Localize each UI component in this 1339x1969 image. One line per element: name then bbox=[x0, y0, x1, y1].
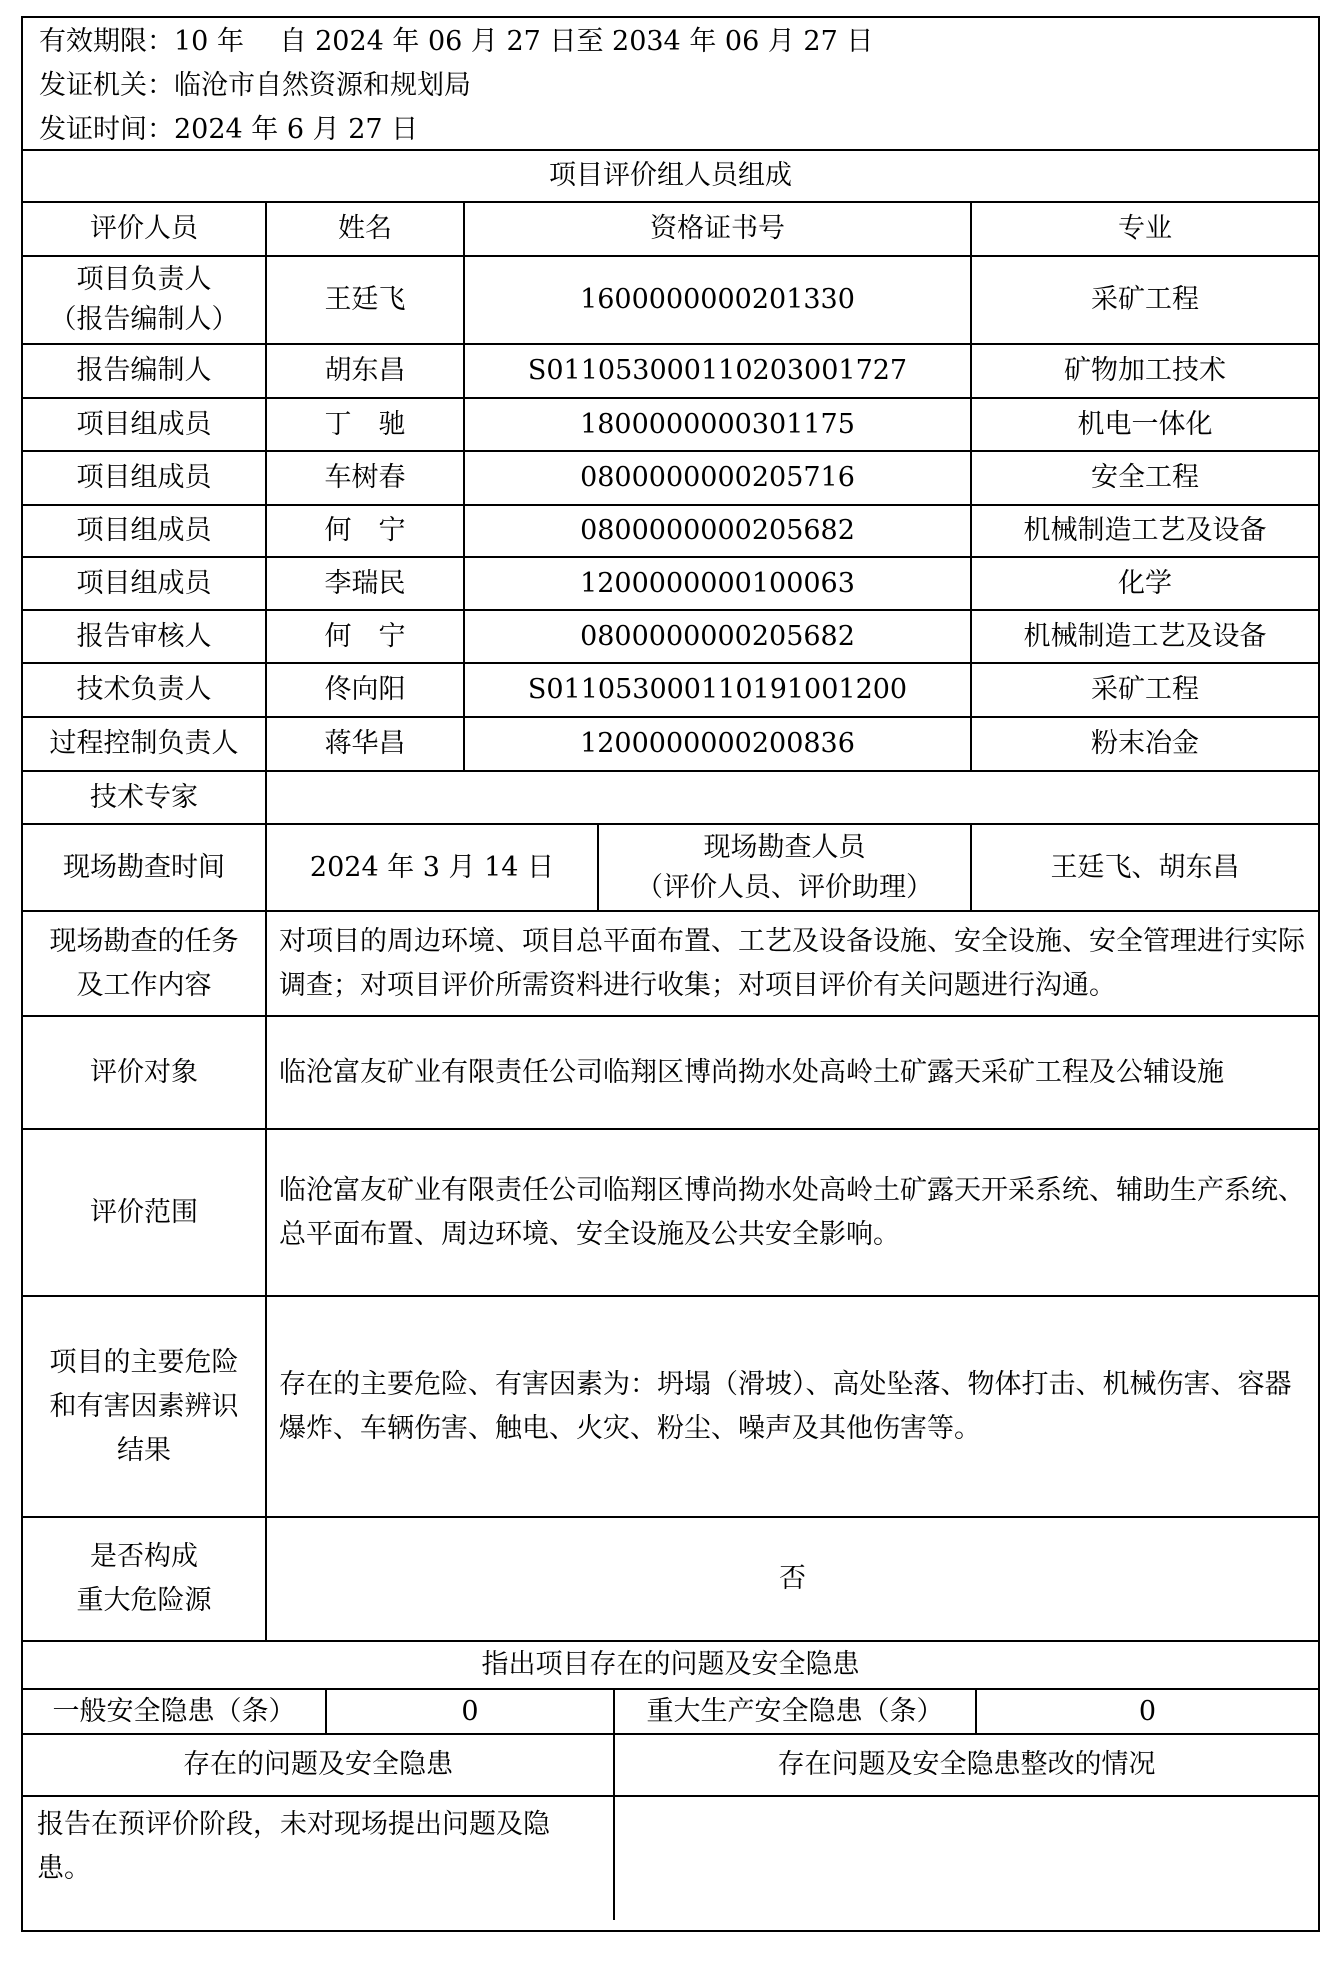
survey-task-value: 对项目的周边环境、项目总平面布置、工艺及设备设施、安全设施、安全管理进行实际调查；对项目评价所需资料进行收集；对项目评价有关问题进行沟通。 bbox=[279, 925, 1305, 1001]
table-row-cert: 1200000000100063 bbox=[580, 567, 855, 599]
table-row-cert: 0800000000205682 bbox=[580, 515, 855, 546]
table-row-name: 佟向阳 bbox=[324, 674, 406, 705]
evaluation-object-label: 评价对象 bbox=[90, 1056, 198, 1088]
survey-time-label: 现场勘查时间 bbox=[63, 851, 225, 883]
major-hazard-label: 是否构成 重大危险源 bbox=[76, 1541, 212, 1616]
table-row-cert: S011053000110203001727 bbox=[527, 355, 908, 386]
table-row-role: 项目组成员 bbox=[76, 462, 212, 493]
authority-line: 发证机关：临沧市自然资源和规划局 bbox=[39, 70, 471, 101]
issues-section-title: 指出项目存在的问题及安全隐患 bbox=[481, 1649, 860, 1680]
table-row-name: 何 宁 bbox=[324, 620, 406, 652]
table-row-major: 机械制造工艺及设备 bbox=[1023, 515, 1267, 546]
survey-task-label: 现场勘查的任务 及工作内容 bbox=[49, 925, 239, 1001]
hazard-value: 存在的主要危险、有害因素为：坍塌（滑坡）、高处坠落、物体打击、机械伤害、容器爆炸、车辆伤害、触电、火灾、粉尘、噪声及其他伤害等。 bbox=[279, 1368, 1292, 1444]
expert-value bbox=[267, 772, 1318, 823]
validity-line: 有效期限：10 年 自 2024 年 06 月 27 日至 2034 年 06 月 27 日 bbox=[39, 26, 874, 57]
table-row-role: 项目负责人 （报告编制人） bbox=[49, 264, 239, 335]
table-row-role: 技术负责人 bbox=[76, 674, 212, 705]
table-row-name: 车树春 bbox=[324, 462, 406, 493]
table-row-major: 机械制造工艺及设备 bbox=[1023, 620, 1267, 652]
table-row-name: 蒋华昌 bbox=[324, 728, 406, 759]
table-row-major: 采矿工程 bbox=[1091, 284, 1199, 315]
table-row-name: 王廷飞 bbox=[324, 284, 406, 315]
issue-date-line: 发证时间：2024 年 6 月 27 日 bbox=[39, 114, 419, 145]
table-row-major: 采矿工程 bbox=[1091, 674, 1199, 705]
table-row-role: 过程控制负责人 bbox=[49, 728, 239, 759]
table-row-role: 项目组成员 bbox=[76, 515, 212, 546]
evaluation-object-value: 临沧富友矿业有限责任公司临翔区博尚拗水处高岭土矿露天采矿工程及公辅设施 bbox=[279, 1056, 1224, 1088]
problems-column-header: 存在的问题及安全隐患 bbox=[183, 1749, 453, 1780]
general-hazard-count: 0 bbox=[461, 1695, 479, 1727]
table-row-role: 项目组成员 bbox=[76, 567, 212, 599]
table-row-cert: 1200000000200836 bbox=[580, 728, 855, 759]
table-row-name: 丁 驰 bbox=[324, 408, 406, 440]
table-row-major: 机电一体化 bbox=[1077, 408, 1213, 440]
team-section-title: 项目评价组人员组成 bbox=[549, 160, 792, 191]
col-header-role: 评价人员 bbox=[90, 213, 198, 244]
rectification-text bbox=[627, 1803, 1307, 1903]
major-hazard-value: 否 bbox=[779, 1563, 806, 1594]
table-row-cert: 1800000000301175 bbox=[580, 408, 855, 440]
major-hazard-count: 0 bbox=[1138, 1695, 1157, 1727]
survey-staff-value: 王廷飞、胡东昌 bbox=[1050, 851, 1240, 883]
col-header-name: 姓名 bbox=[338, 213, 392, 244]
table-row-cert: 1600000000201330 bbox=[580, 284, 855, 315]
table-row-role: 报告编制人 bbox=[76, 355, 212, 386]
table-row-major: 矿物加工技术 bbox=[1064, 355, 1226, 386]
table-row-role: 报告审核人 bbox=[76, 620, 212, 652]
table-row-major: 安全工程 bbox=[1091, 462, 1199, 493]
rectification-column-header: 存在问题及安全隐患整改的情况 bbox=[777, 1749, 1156, 1780]
col-header-cert: 资格证书号 bbox=[650, 213, 785, 244]
evaluation-scope-label: 评价范围 bbox=[90, 1196, 198, 1228]
expert-label: 技术专家 bbox=[90, 781, 198, 813]
table-row-name: 李瑞民 bbox=[324, 567, 406, 599]
table-row-cert: 0800000000205682 bbox=[580, 620, 855, 652]
problems-text: 报告在预评价阶段，未对现场提出问题及隐患。 bbox=[37, 1809, 550, 1884]
table-row-major: 化学 bbox=[1118, 567, 1172, 599]
general-hazard-label: 一般安全隐患（条） bbox=[52, 1695, 296, 1727]
form-page bbox=[21, 16, 1320, 1932]
table-row-cert: S011053000110191001200 bbox=[527, 674, 908, 705]
table-row-major: 粉末冶金 bbox=[1091, 728, 1199, 759]
table-row-cert: 0800000000205716 bbox=[580, 462, 855, 493]
col-header-major: 专业 bbox=[1118, 213, 1172, 244]
evaluation-scope-value: 临沧富友矿业有限责任公司临翔区博尚拗水处高岭土矿露天开采系统、辅助生产系统、总平面布置、周边环境、安全设施及公共安全影响。 bbox=[279, 1174, 1305, 1250]
hazard-label: 项目的主要危险 和有害因素辨识 结果 bbox=[49, 1346, 239, 1466]
survey-staff-label: 现场勘查人员 （评价人员、评价助理） bbox=[636, 831, 933, 903]
major-hazard-count-label: 重大生产安全隐患（条） bbox=[646, 1695, 944, 1727]
table-row-name: 何 宁 bbox=[324, 515, 406, 546]
survey-time-value: 2024 年 3 月 14 日 bbox=[309, 851, 555, 883]
table-row-role: 项目组成员 bbox=[76, 408, 212, 440]
table-row-name: 胡东昌 bbox=[324, 355, 406, 386]
